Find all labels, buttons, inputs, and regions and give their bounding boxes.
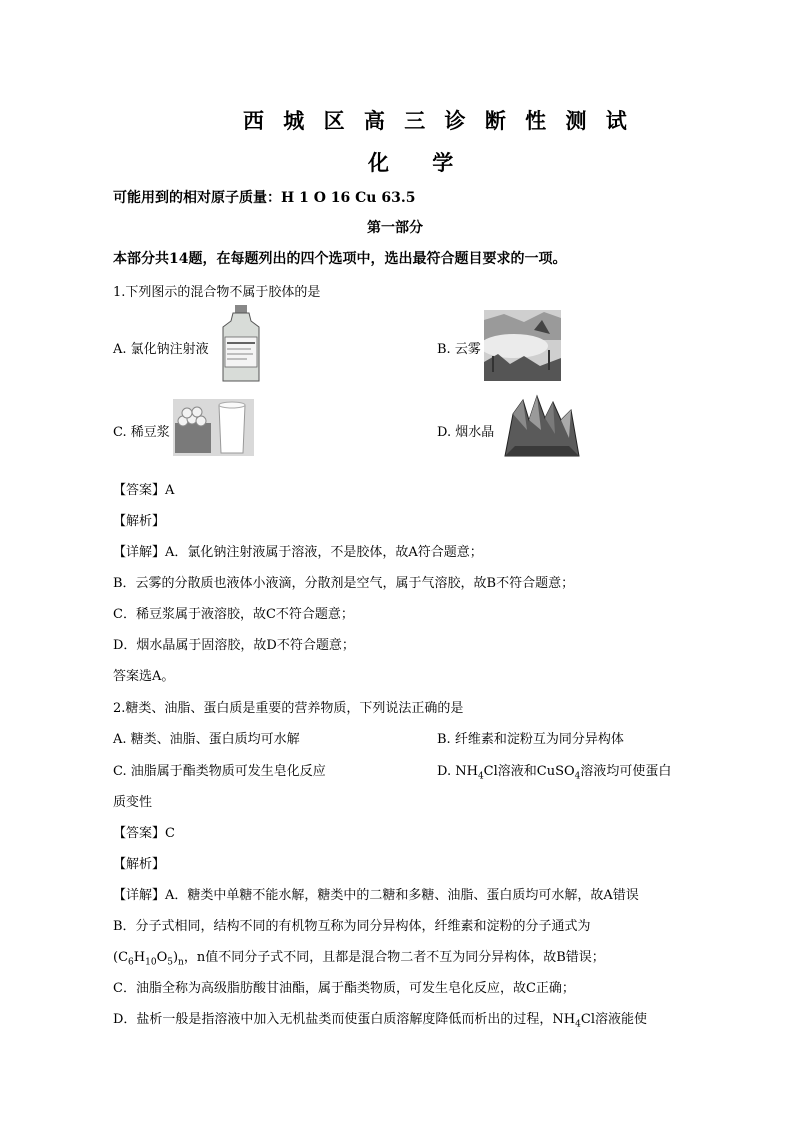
subject-title: 化 学 <box>368 150 472 175</box>
q2-option-d-part2: Cl溶液和CuSO <box>483 764 575 779</box>
q2-detail-d-part2: Cl溶液能使 <box>580 1012 647 1027</box>
q2-option-c: C. 油脂属于酯类物质可发生皂化反应 <box>113 764 326 779</box>
formula-part: ) <box>172 950 179 965</box>
q2-stem: 2.糖类、油脂、蛋白质是重要的营养物质，下列说法正确的是 <box>113 701 464 716</box>
q1-option-b: B. 云雾 <box>437 342 481 357</box>
q1-detail-a: 【详解】A．氯化钠注射液属于溶液，不是胶体，故A符合题意； <box>113 545 483 560</box>
q2-detail-a: 【详解】A．糖类中单糖不能水解，糖类中的二糖和多糖、油脂、蛋白质均可水解，故A错误 <box>113 888 639 903</box>
q2-option-d: D. $NH_4Cl$溶液和CuSO$_4$溶液均可使蛋白 <box>437 764 672 782</box>
q2-option-a: A. 糖类、油脂、蛋白质均可水解 <box>113 732 300 747</box>
q2-detail-c: C．油脂全称为高级脂肪酸甘油酯，属于酯类物质，可发生皂化反应，故C正确； <box>113 981 575 996</box>
q1-option-c: C. 稀豆浆 <box>113 425 170 440</box>
q2-answer-value: C <box>165 826 175 841</box>
soy-milk-image <box>173 399 254 456</box>
q2-answer <box>113 822 175 841</box>
q2-detail-b: B．分子式相同，结构不同的有机物互称为同分异构体，纤维素和淀粉的分子通式为 <box>113 919 591 934</box>
q1-detail-c: C．稀豆浆属于液溶胶，故C不符合题意； <box>113 607 354 622</box>
q2-option-b: B. 纤维素和淀粉互为同分异构体 <box>437 732 624 747</box>
atomic-masses: 可能用到的相对原子质量：H 1 O 16 Cu 63.5 <box>113 190 416 206</box>
q2-option-d-part1: D. NH <box>437 764 478 779</box>
q2-detail-d-part1: D．盐析一般是指溶液中加入无机盐类而使蛋白质溶解度降低而析出的过程，NH <box>113 1012 576 1027</box>
formula-tail: ，n值不同分子式不同，且都是混合物二者不互为同分异构体，故B错误； <box>183 950 605 965</box>
cloud-fog-image <box>484 310 561 381</box>
q1-option-d: D. 烟水晶 <box>437 425 495 440</box>
q1-detail-b: B．云雾的分散质也液体小液滴，分散剂是空气，属于气溶胶，故B不符合题意； <box>113 576 575 591</box>
q1-stem: 1.下列图示的混合物不属于胶体的是 <box>113 285 321 300</box>
formula-part: H <box>133 950 146 965</box>
q1-answer-value: A <box>165 483 175 498</box>
q1-detail-d: D．烟水晶属于固溶胶，故D不符合题意； <box>113 638 355 653</box>
q2-option-d-cont: 质变性 <box>113 795 153 810</box>
instruction: 本部分共14题，在每题列出的四个选项中，选出最符合题目要求的一项。 <box>113 251 567 267</box>
q2-detail-d: D．盐析一般是指溶液中加入无机盐类而使蛋白质溶解度降低而析出的过程，$NH_4Cl$溶液能使 <box>113 1012 647 1030</box>
exam-title: 西 城 区 高 三 诊 断 性 测 试 <box>243 108 633 133</box>
q1-conclusion: 答案选A。 <box>113 669 175 684</box>
q2-option-d-part3: 溶液均可使蛋白 <box>580 764 672 779</box>
formula-part: O <box>156 950 168 965</box>
q2-answer-label: 【答案】 <box>113 826 166 841</box>
q2-analysis-label: 【解析】 <box>113 857 166 872</box>
smoky-quartz-image <box>499 390 585 460</box>
q2-detail-b-formula: $(C_6H_{10}O_5)_n$，n值不同分子式不同，且都是混合物二者不互为同分异构体，故B错误； <box>113 950 605 968</box>
q1-answer-label: 【答案】 <box>113 483 166 498</box>
q1-answer <box>113 479 174 498</box>
q1-option-a: A. 氯化钠注射液 <box>113 342 209 357</box>
q1-analysis-label: 【解析】 <box>113 514 166 529</box>
part-heading: 第一部分 <box>367 220 423 236</box>
formula-part: (C <box>113 950 129 965</box>
saline-bottle-image <box>217 305 265 383</box>
